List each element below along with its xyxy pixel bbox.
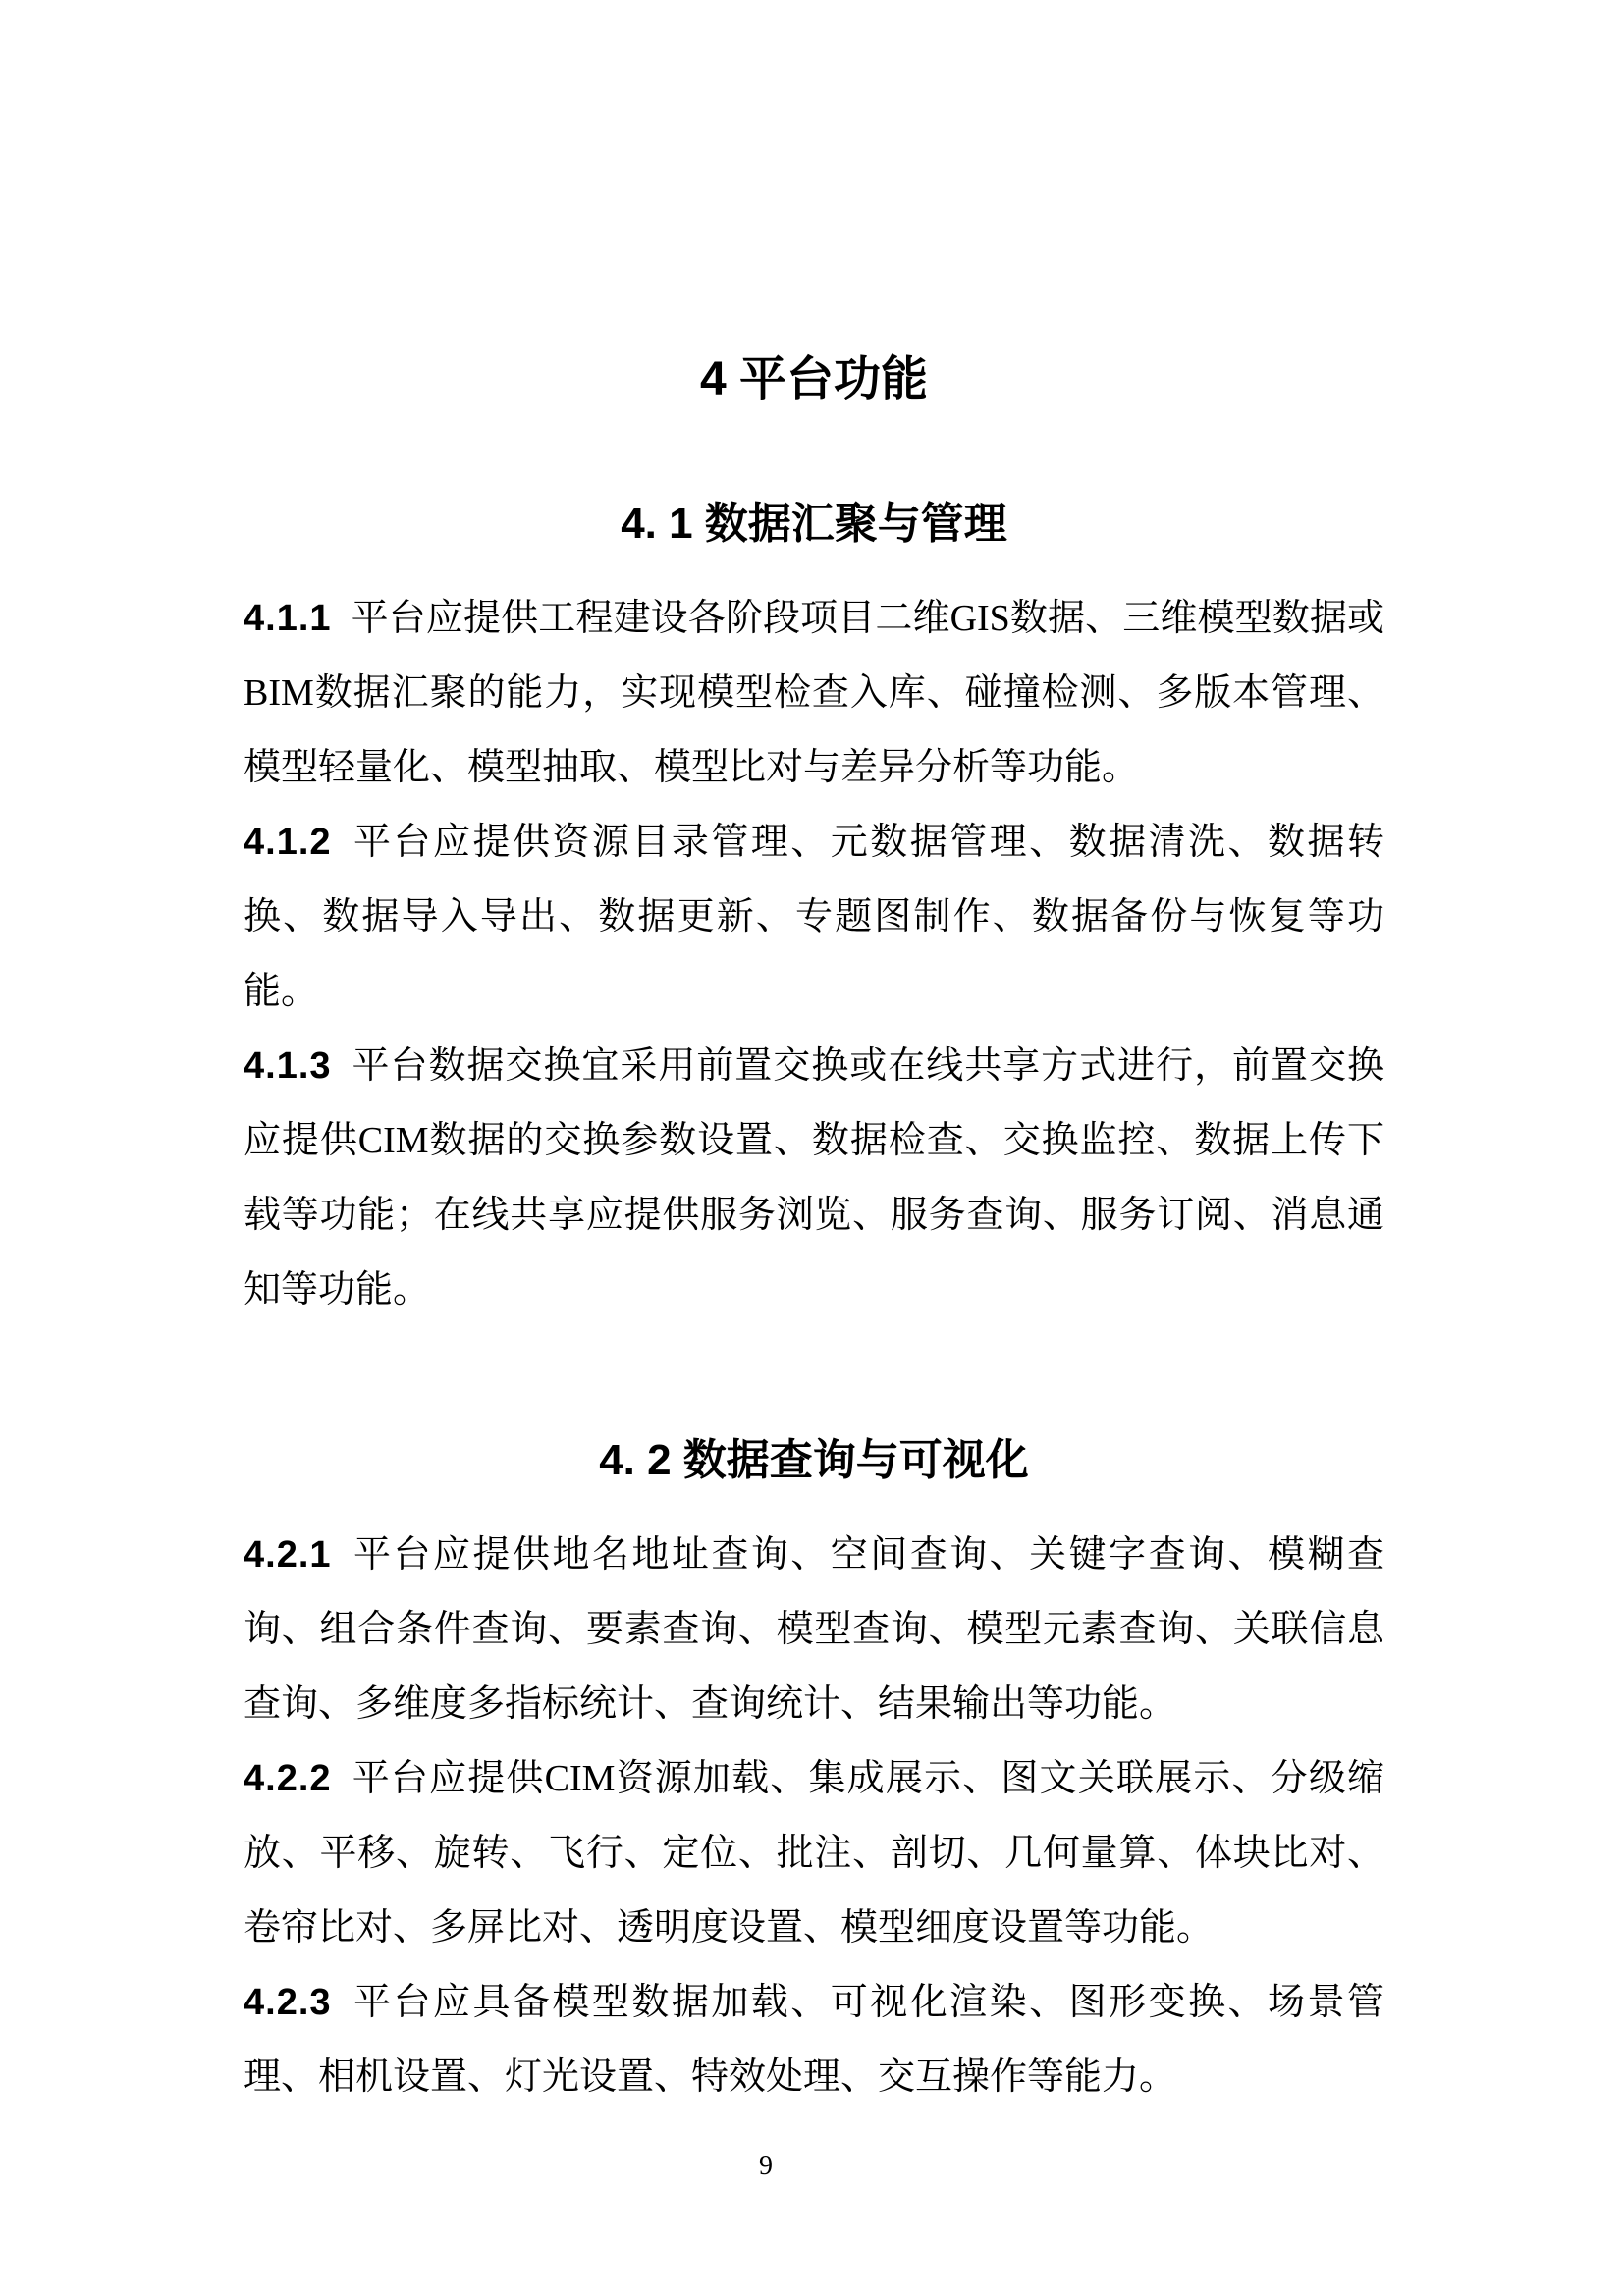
clause-4-2-1 [244,1518,1384,1741]
clause-number-4-1-2: 4.1.2 [244,822,332,863]
clause-text-4-2-3: 平台应具备模型数据加载、可视化渲染、图形变换、场景管理、相机设置、灯光设置、特效处理、交互操作等能力。 [244,1982,1384,2098]
clause-text-4-2-1: 平台应提供地名地址查询、空间查询、关键字查询、模糊查询、组合条件查询、要素查询、模型查询、模型元素查询、关联信息查询、多维度多指标统计、查询统计、结果输出等功能。 [244,1534,1384,1725]
clause-number-4-2-1: 4.2.1 [244,1534,332,1575]
clause-4-1-2 [244,805,1384,1029]
clause-number-4-1-1: 4.1.1 [244,598,332,639]
clause-4-2-2 [244,1741,1384,1965]
section-heading-4-1: 4. 1 数据汇聚与管理 [621,500,1007,548]
section-heading-4-2: 4. 2 数据查询与可视化 [599,1436,1029,1484]
clause-text-4-1-3: 平台数据交换宜采用前置交换或在线共享方式进行，前置交换应提供CIM数据的交换参数设置、数据检查、交换监控、数据上传下载等功能；在线共享应提供服务浏览、服务查询、服务订阅、消息通知等功能。 [244,1045,1384,1310]
clause-4-1-1 [244,581,1384,805]
page-number: 9 [759,2151,773,2181]
clause-number-4-2-3: 4.2.3 [244,1982,332,2023]
chapter-title: 4 平台功能 [699,353,929,405]
document-content [244,0,1384,2114]
clause-number-4-1-3: 4.1.3 [244,1045,332,1087]
clause-text-4-1-1: 平台应提供工程建设各阶段项目二维GIS数据、三维模型数据或BIM数据汇聚的能力，实现模型检查入库、碰撞检测、多版本管理、模型轻量化、模型抽取、模型比对与差异分析等功能。 [244,598,1384,788]
clause-number-4-2-2: 4.2.2 [244,1758,332,1799]
clause-text-4-1-2: 平台应提供资源目录管理、元数据管理、数据清洗、数据转换、数据导入导出、数据更新、专题图制作、数据备份与恢复等功能。 [244,822,1384,1012]
clause-4-1-3 [244,1029,1384,1327]
clause-4-2-3 [244,1965,1384,2114]
clause-text-4-2-2: 平台应提供CIM资源加载、集成展示、图文关联展示、分级缩放、平移、旋转、飞行、定位、批注、剖切、几何量算、体块比对、卷帘比对、多屏比对、透明度设置、模型细度设置等功能。 [244,1758,1384,1949]
